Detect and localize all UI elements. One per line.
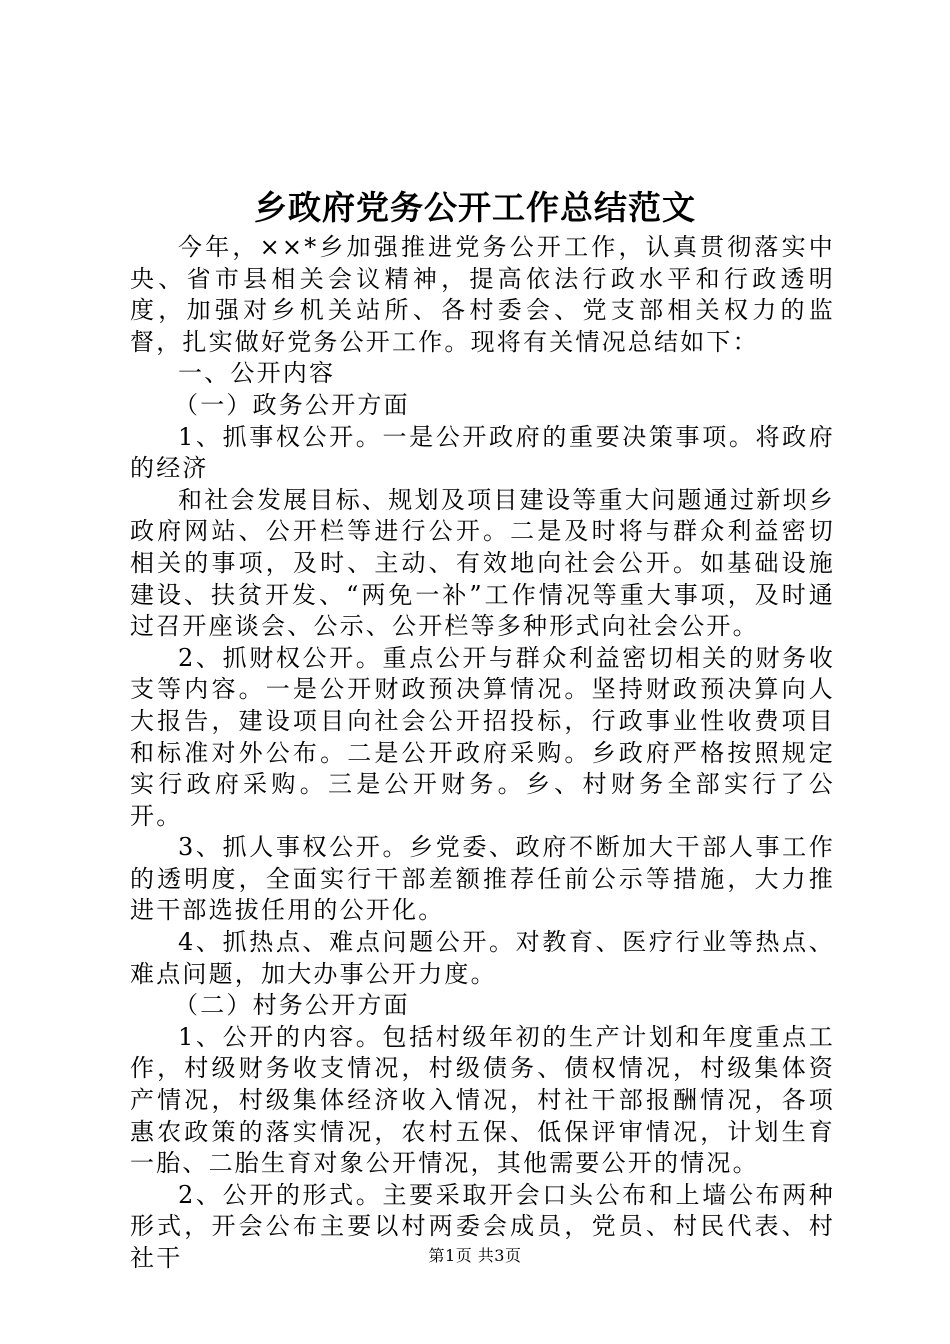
page-number-footer: 第1页 共3页	[428, 1246, 522, 1265]
paragraph-affairs-power-1: 1、抓事权公开。一是公开政府的重要决策事项。将政府的经济	[130, 422, 835, 483]
document-title: 乡政府党务公开工作总结范文	[254, 188, 696, 227]
paragraph-intro: 今年，××*乡加强推进党务公开工作，认真贯彻落实中央、省市县相关会议精神，提高依法行政水平和行政透明度，加强对乡机关站所、各村委会、党支部相关权力的监督，扎实做好党务公开工作。现将有关情况总结如下：	[130, 233, 835, 356]
paragraph-village-content: 1、公开的内容。包括村级年初的生产计划和年度重点工作，村级财务收支情况，村级债务、债权情况，村级集体资产情况，村级集体经济收入情况，村社干部报酬情况，各项惠农政策的落实情况，农村五保、低保评审情况，计划生育一胎、二胎生育对象公开情况，其他需要公开的情况。	[130, 1022, 835, 1178]
paragraph-village-form: 2、公开的形式。主要采取开会口头公布和上墙公布两种形式，开会公布主要以村两委会成员，党员、村民代表、村社干	[130, 1180, 835, 1272]
paragraph-financial-power: 2、抓财权公开。重点公开与群众利益密切相关的财务收支等内容。一是公开财政预决算情况。坚持财政预决算向人大报告，建设项目向社会公开招投标，行政事业性收费项目和标准对外公布。二是公开政府采购。乡政府严格按照规定实行政府采购。三是公开财务。乡、村财务全部实行了公开。	[130, 643, 835, 830]
subsection-heading-government-affairs: （一）政务公开方面	[174, 390, 410, 419]
document-body	[130, 232, 835, 1275]
paragraph-hot-issues: 4、抓热点、难点问题公开。对教育、医疗行业等热点、难点问题，加大办事公开力度。	[130, 928, 835, 988]
paragraph-affairs-power-2: 和社会发展目标、规划及项目建设等重大问题通过新坝乡政府网站、公开栏等进行公开。二是及时将与群众利益密切相关的事项，及时、主动、有效地向社会公开。如基础设施建设、扶贫开发、“两免一补”工作情况等重大事项，及时通过召开座谈会、公示、公开栏等多种形式向社会公开。	[130, 485, 835, 641]
subsection-heading-village-affairs: （二）村务公开方面	[174, 991, 410, 1020]
paragraph-personnel-power: 3、抓人事权公开。乡党委、政府不断加大干部人事工作的透明度，全面实行干部差额推荐任前公示等措施，大力推进干部选拔任用的公开化。	[130, 833, 835, 925]
section-heading-public-content: 一、公开内容	[178, 359, 336, 388]
